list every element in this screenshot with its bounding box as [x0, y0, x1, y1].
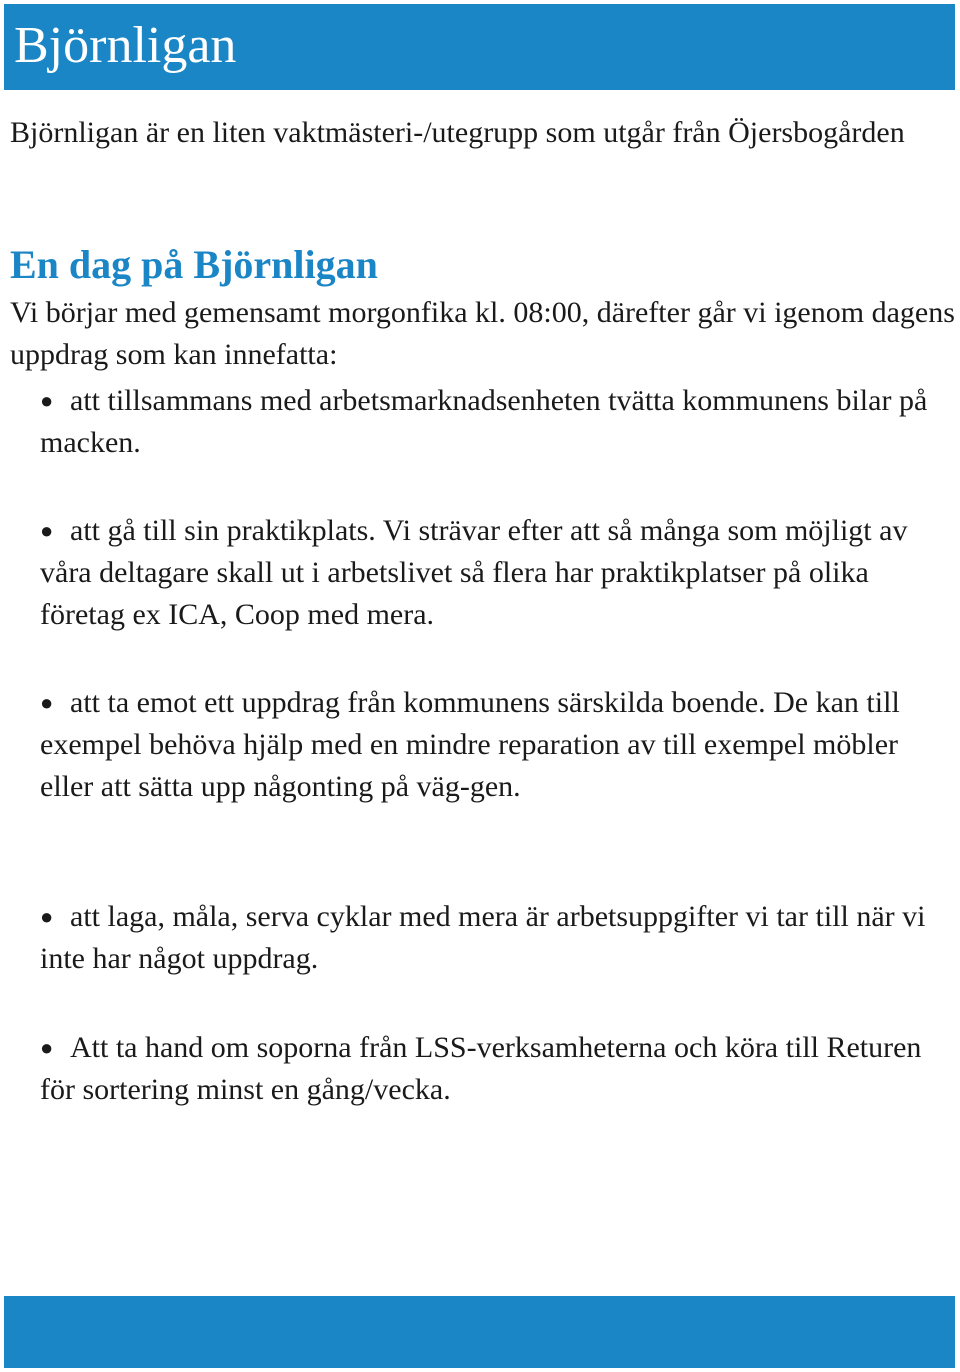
bullet-icon: ● [40, 388, 54, 413]
page-title: Björnligan [14, 17, 237, 74]
bullet-icon: ● [40, 690, 54, 715]
task-text: att laga, måla, serva cyklar med mera är arbetsuppgifter vi tar till när vi inte har något uppdrag. [40, 900, 926, 975]
task-item-waste-handling [40, 1027, 945, 1111]
footer-bar [4, 1296, 955, 1368]
intro-text: Björnligan är en liten vaktmästeri-/utegrupp som utgår från Öjersbogården [10, 116, 905, 149]
task-item-internship [40, 510, 945, 636]
bullet-icon: ● [40, 904, 54, 929]
task-text: att tillsammans med arbetsmarknadsenheten tvätta kommunens bilar på macken. [40, 384, 928, 459]
bullet-icon: ● [40, 518, 54, 543]
task-text: att gå till sin praktikplats. Vi strävar efter att så många som möjligt av våra deltagare skall ut i arbetslivet så flera har praktikplatser på olika företag ex ICA, Coop med mera. [40, 514, 908, 631]
section-intro: Vi börjar med gemensamt morgonfika kl. 08:00, därefter går vi igenom dagens uppdrag som kan innefatta: [10, 296, 955, 371]
bullet-icon: ● [40, 1035, 54, 1060]
task-text: att ta emot ett uppdrag från kommunens särskilda boende. De kan till exempel behöva hjälp med en mindre reparation av till exempel möbler eller att sätta upp någonting på väg-gen. [40, 686, 900, 803]
task-item-bike-repair [40, 896, 945, 980]
task-item-car-wash [40, 380, 945, 464]
task-item-housing-assignment [40, 682, 945, 808]
header-bar [4, 4, 955, 90]
task-text: Att ta hand om soporna från LSS-verksamheterna och köra till Returen för sortering minst en gång/vecka. [40, 1031, 922, 1106]
section-heading: En dag på Björnligan [10, 242, 378, 287]
